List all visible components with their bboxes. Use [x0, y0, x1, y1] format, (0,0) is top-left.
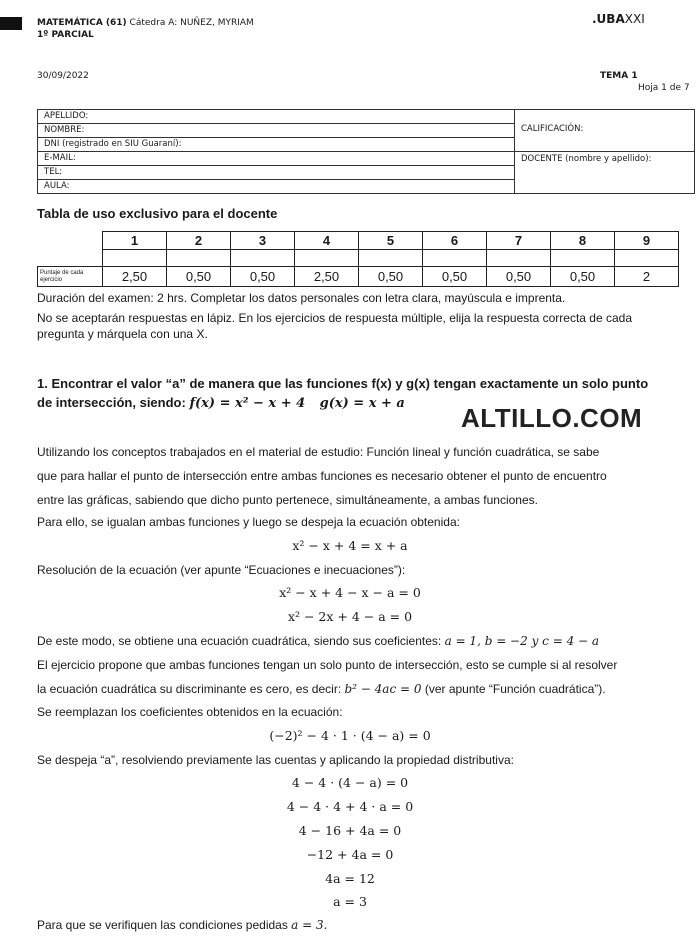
discriminant: b² − 4ac = 0 — [344, 682, 422, 696]
solution-paragraph-2: Para ello, se igualan ambas funciones y luego se despeja la ecuación obtenida: — [37, 515, 460, 529]
exercise-number: 5 — [359, 232, 423, 250]
student-id-form — [37, 109, 695, 194]
form-field-docente[interactable]: DOCENTE (nombre y apellido): — [521, 154, 652, 164]
score-cell: 0,50 — [423, 267, 487, 287]
score-cell: 2 — [615, 267, 679, 287]
score-row-label: Puntaje de cada ejercicio — [38, 267, 103, 287]
form-field-tel[interactable]: TEL: — [38, 166, 514, 180]
equation-10: a = 3 — [333, 894, 367, 909]
score-cell: 0,50 — [231, 267, 295, 287]
exercise-number: 8 — [551, 232, 615, 250]
grade-cell[interactable] — [295, 250, 359, 267]
solution-paragraph-1: Utilizando los conceptos trabajados en el material de estudio: Función lineal y función cuadrática, se sabe que para hallar el punto de intersección entre ambas funciones es necesario obtener el punto de encuentro entre las gráficas, sabiendo que dicho punto pertenece, simultáneamente, a ambas funciones. — [37, 445, 607, 507]
solution-paragraph-5a: El ejercicio propone que ambas funciones tengan un solo punto de intersección, esto se cumple si al resolver — [37, 658, 618, 672]
solution-paragraph-5b: la ecuación cuadrática su discriminante es cero, es decir: b² − 4ac = 0 (ver apunte “Función cuadrática”). — [37, 682, 606, 696]
teacher-table-title: Tabla de uso exclusivo para el docente — [37, 206, 278, 221]
score-cell: 0,50 — [359, 267, 423, 287]
grade-cell[interactable] — [103, 250, 167, 267]
instructions-line: pregunta y márquela con una X. — [37, 327, 208, 341]
equation-8: −12 + 4a = 0 — [306, 847, 394, 862]
exercise-number: 2 — [167, 232, 231, 250]
solution-paragraph-3: Resolución de la ecuación (ver apunte “Ecuaciones e inecuaciones”): — [37, 563, 406, 577]
page-counter: Hoja 1 de 7 — [638, 83, 690, 93]
form-field-email[interactable]: E-MAIL: — [38, 152, 514, 166]
form-field-calificacion[interactable]: CALIFICACIÓN: — [515, 110, 695, 152]
equation-3: x² − 2x + 4 − a = 0 — [287, 609, 413, 624]
equation-9: 4a = 12 — [325, 871, 375, 886]
form-field-aula[interactable]: AULA: — [44, 181, 70, 191]
course-name: MATEMÁTICA (61) — [37, 18, 127, 28]
solution-paragraph-6: Se reemplazan los coeficientes obtenidos en la ecuación: — [37, 705, 343, 719]
equation-7: 4 − 16 + 4a = 0 — [298, 823, 402, 838]
uba-logo: .UBAXXI — [592, 12, 645, 26]
equation-1: x² − x + 4 = x + a — [292, 538, 408, 553]
teacher-grades-table — [37, 231, 679, 287]
solution-paragraph-4: De este modo, se obtiene una ecuación cuadrática, siendo sus coeficientes: a = 1, b = −2 y c = 4 − a — [37, 634, 600, 648]
grade-cell[interactable] — [551, 250, 615, 267]
black-tab-mark — [0, 17, 22, 30]
instructions-line: Duración del examen: 2 hrs. Completar los datos personales con letra clara, mayúscula e imprenta. — [37, 291, 566, 305]
exercise-number: 7 — [487, 232, 551, 250]
exercise-number: 4 — [295, 232, 359, 250]
catedra: Cátedra A: NUÑEZ, MYRIAM — [126, 18, 254, 28]
solution-conclusion: Para que se verifiquen las condiciones pedidas a = 3. — [37, 918, 328, 932]
grade-cell[interactable] — [167, 250, 231, 267]
exercise-number: 3 — [231, 232, 295, 250]
score-cell: 0,50 — [487, 267, 551, 287]
score-cell: 2,50 — [103, 267, 167, 287]
exam-date: 30/09/2022 — [37, 71, 89, 81]
grade-cell[interactable] — [359, 250, 423, 267]
exercise-number: 1 — [103, 232, 167, 250]
instructions-line: No se aceptarán respuestas en lápiz. En los ejercicios de respuesta múltiple, elija la respuesta correcta de cada — [37, 311, 632, 325]
grade-cell[interactable] — [231, 250, 295, 267]
form-field-nombre[interactable]: NOMBRE: — [38, 124, 514, 138]
score-cell: 0,50 — [551, 267, 615, 287]
equation-5: 4 − 4 · (4 − a) = 0 — [291, 775, 409, 790]
exam-name: 1º PARCIAL — [37, 30, 94, 40]
equation-4: (−2)² − 4 · 1 · (4 − a) = 0 — [269, 728, 431, 743]
grade-cell[interactable] — [615, 250, 679, 267]
form-field-apellido[interactable]: APELLIDO: — [38, 110, 514, 124]
score-cell: 2,50 — [295, 267, 359, 287]
final-answer: a = 3. — [291, 918, 328, 932]
solution-paragraph-7: Se despeja “a”, resolviendo previamente las cuentas y aplicando la propiedad distributiva: — [37, 753, 514, 767]
function-g: g(x) = x + a — [319, 396, 405, 411]
form-field-dni[interactable]: DNI (registrado en SIU Guaraní): — [38, 138, 514, 152]
equation-2: x² − x + 4 − x − a = 0 — [279, 585, 421, 600]
tema-label: TEMA 1 — [600, 71, 638, 81]
course-header — [37, 18, 254, 28]
grade-cell[interactable] — [487, 250, 551, 267]
question-1-line1: 1. Encontrar el valor “a” de manera que las funciones f(x) y g(x) tengan exactamente un solo punto — [37, 376, 649, 391]
score-cell: 0,50 — [167, 267, 231, 287]
grade-cell[interactable] — [423, 250, 487, 267]
function-f: f(x) = x² − x + 4 — [189, 396, 306, 411]
coefficients: a = 1, b = −2 y c = 4 − a — [444, 634, 600, 648]
exercise-number: 9 — [615, 232, 679, 250]
exercise-number: 6 — [423, 232, 487, 250]
question-1-line2: de intersección, siendo: f(x) = x² − x + 4 g(x) = x + a — [37, 395, 405, 411]
equation-6: 4 − 4 · 4 + 4 · a = 0 — [286, 799, 414, 814]
altillo-watermark: ALTILLO.COM — [461, 403, 643, 433]
